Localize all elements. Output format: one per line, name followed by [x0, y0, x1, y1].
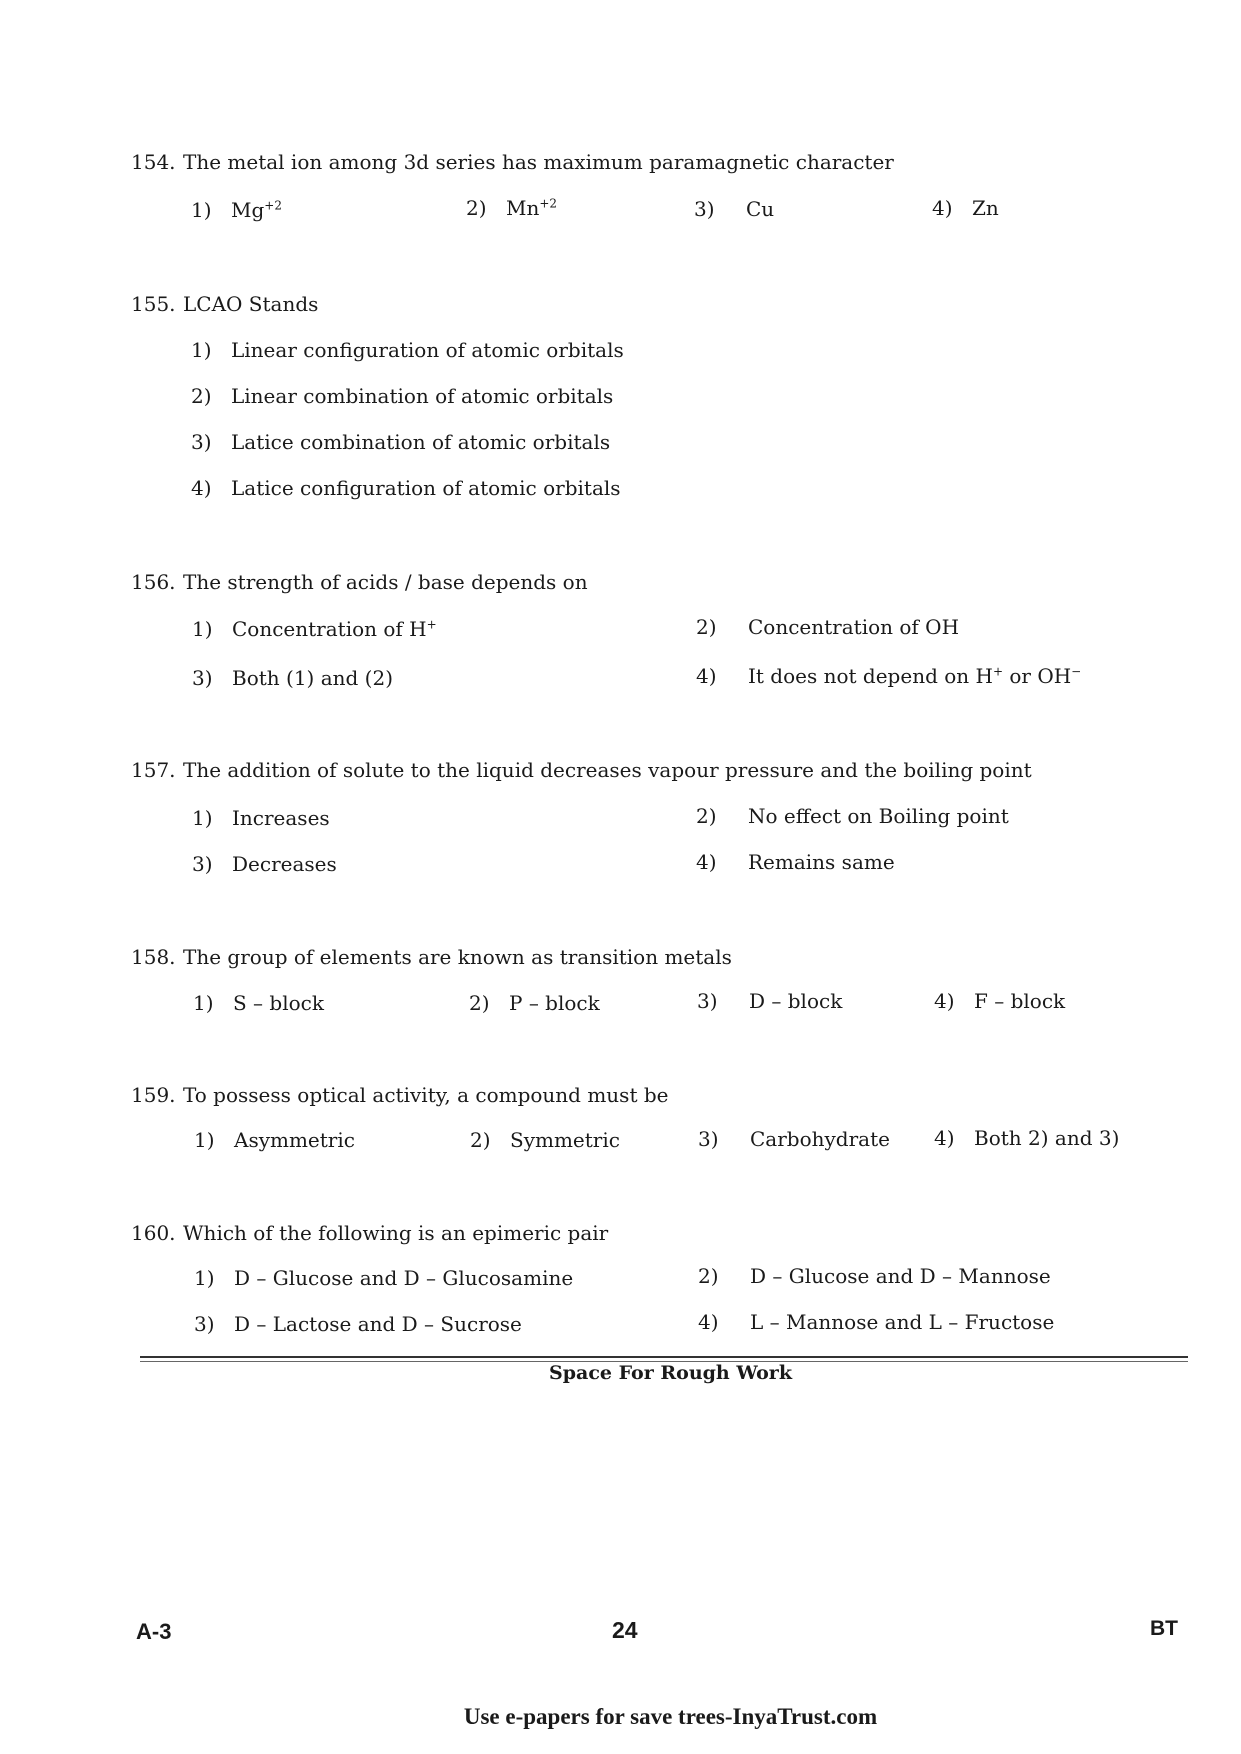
rough-work-label: Space For Rough Work	[549, 1362, 792, 1384]
option-4: 4) Both 2) and 3)	[934, 1126, 1120, 1150]
option-4: 4) Remains same	[696, 850, 895, 874]
question-text: To possess optical activity, a compound must be	[183, 1083, 669, 1107]
question-stem	[131, 1221, 608, 1245]
subject-code: BT	[1150, 1617, 1178, 1640]
option-2: 2) No effect on Boiling point	[696, 804, 1009, 828]
option-1: 1) $Mg^{+2}$	[191, 198, 282, 222]
option-2: 2) $Mn^{+2}$	[466, 196, 558, 220]
option-3: 3) Carbohydrate	[698, 1127, 890, 1151]
option-4: 4) Latice configuration of atomic orbitals	[191, 476, 621, 500]
question-number: 158.	[131, 945, 176, 969]
option-1: 1) Linear configuration of atomic orbitals	[191, 338, 624, 362]
question-number: 157.	[131, 758, 176, 782]
question-stem	[131, 292, 318, 316]
option-4: 4) F – block	[934, 989, 1066, 1013]
question-stem	[131, 758, 1032, 782]
option-2: 2) Concentration of OH	[696, 615, 960, 639]
question-number: 155.	[131, 292, 176, 316]
option-4: 4) Zn	[932, 196, 999, 220]
question-text: The addition of solute to the liquid decreases vapour pressure and the boiling point	[183, 758, 1032, 782]
option-1: 1) D – Glucose and D – Glucosamine	[194, 1266, 574, 1290]
question-number: 160.	[131, 1221, 176, 1245]
option-1: 1) Concentration of H+	[192, 617, 437, 641]
option-2: 2) D – Glucose and D – Mannose	[698, 1264, 1051, 1288]
option-3: 3) Decreases	[192, 852, 337, 876]
question-text: The metal ion among 3d series has maximum paramagnetic character	[183, 150, 894, 174]
question-stem	[131, 150, 894, 174]
option-4: 4) L – Mannose and L – Fructose	[698, 1310, 1055, 1334]
option-2: 2) Symmetric	[470, 1128, 620, 1152]
divider-line	[140, 1356, 1188, 1358]
option-2: 2) P – block	[469, 991, 600, 1015]
question-text: LCAO Stands	[183, 292, 319, 316]
option-3: 3) Latice combination of atomic orbitals	[191, 430, 611, 454]
option-1: 1) S – block	[193, 991, 324, 1015]
page-number: 24	[612, 1617, 638, 1643]
option-3: 3) Cu	[694, 197, 775, 221]
question-number: 154.	[131, 150, 176, 174]
question-stem	[131, 1083, 668, 1107]
question-number: 156.	[131, 570, 176, 594]
question-text: The group of elements are known as transition metals	[183, 945, 732, 969]
question-stem	[131, 945, 732, 969]
option-3: 3) Both (1) and (2)	[192, 666, 393, 690]
question-text: Which of the following is an epimeric pair	[183, 1221, 609, 1245]
option-1: 1) Asymmetric	[194, 1128, 355, 1152]
question-number: 159.	[131, 1083, 176, 1107]
option-2: 2) Linear combination of atomic orbitals	[191, 384, 614, 408]
paper-code: A-3	[136, 1619, 172, 1644]
question-text: The strength of acids / base depends on	[183, 570, 588, 594]
question-stem	[131, 570, 588, 594]
option-3: 3) D – Lactose and D – Sucrose	[194, 1312, 522, 1336]
option-1: 1) Increases	[192, 806, 330, 830]
footer-watermark: Use e-papers for save trees-InyaTrust.com	[463, 1704, 878, 1729]
option-3: 3) D – block	[697, 989, 843, 1013]
option-4: 4) It does not depend on H+ or OH−	[696, 664, 1082, 688]
